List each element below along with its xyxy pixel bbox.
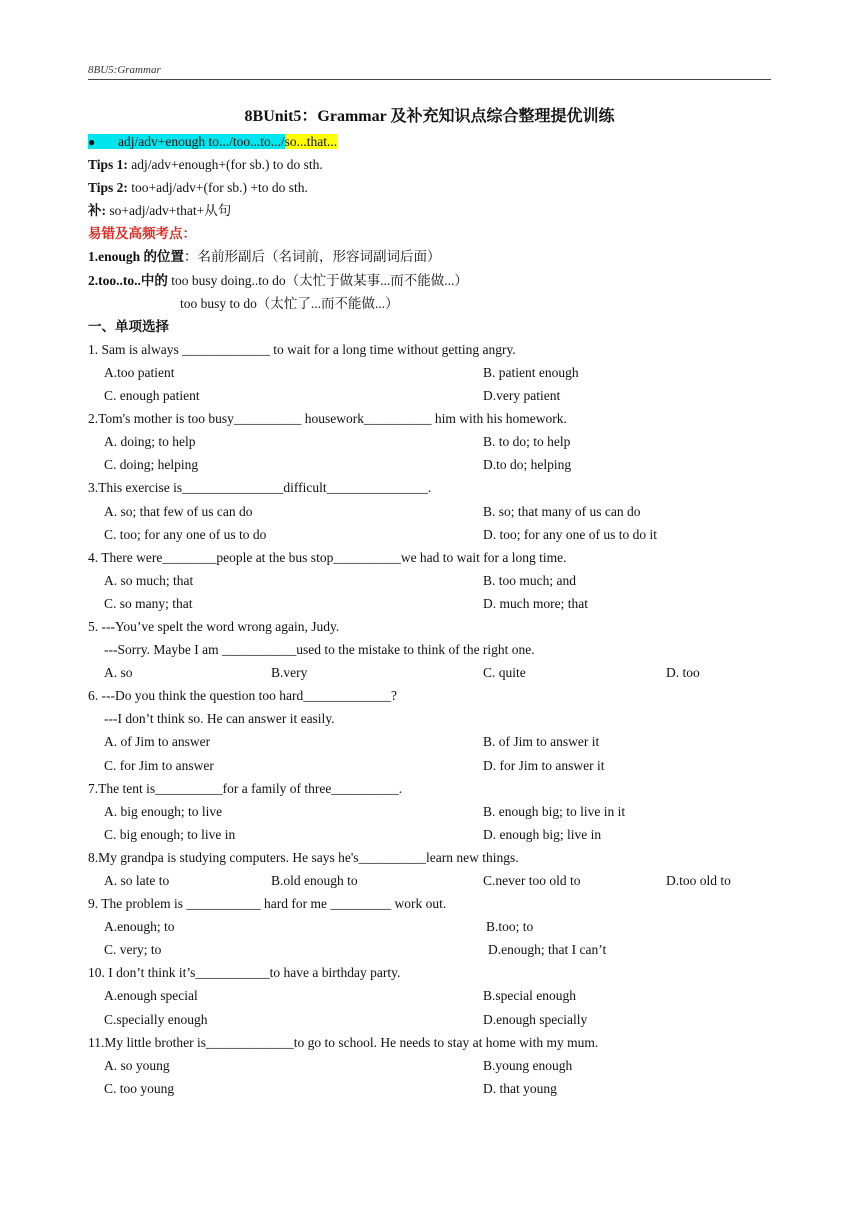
- option-c: C. very; to: [104, 942, 162, 958]
- options-row: [88, 984, 778, 1007]
- option-a: A. so late to: [104, 873, 170, 888]
- options-row: [88, 754, 778, 777]
- tips-1-label: Tips 1:: [88, 157, 128, 173]
- question-stem: 4. There were________people at the bus stop__________we had to wait for a long time.: [88, 549, 567, 565]
- options-row: [88, 1008, 778, 1031]
- option-a: A. of Jim to answer: [104, 734, 211, 750]
- option-a: A. doing; to help: [104, 434, 196, 450]
- option-a: A. so; that few of us can do: [104, 503, 253, 519]
- question-stem: 5. ---You’ve spelt the word wrong again, Judy.: [88, 618, 340, 634]
- tips-2-text: too+adj/adv+(for sb.) +to do sth.: [127, 180, 308, 196]
- options-row: [88, 915, 778, 938]
- question-stem: 1. Sam is always _____________ to wait for a long time without getting angry.: [88, 341, 516, 357]
- supplement-text: so+adj/adv+that+从句: [106, 203, 232, 219]
- options-row: [88, 569, 778, 592]
- option-d: D. too: [666, 665, 700, 681]
- options-row: [88, 1077, 778, 1100]
- option-c: C. big enough; to live in: [104, 826, 236, 842]
- question-stem: 8.My grandpa is studying computers. He says he's__________learn new things.: [88, 849, 519, 865]
- question-stem: 2.Tom's mother is too busy__________ housework__________ him with his homework.: [88, 411, 567, 427]
- options-row: [88, 938, 778, 961]
- question-stem: 9. The problem is ___________ hard for me _________ work out.: [88, 896, 447, 912]
- section-heading: 一、单项选择: [88, 318, 169, 334]
- question-stem: 3.This exercise is_______________difficult_______________.: [88, 480, 432, 496]
- question-stem: 7.The tent is__________for a family of three__________.: [88, 780, 403, 796]
- option-a: A. so much; that: [104, 572, 194, 588]
- tips-2-label: Tips 2:: [88, 180, 128, 196]
- point-2-label: 2.too..to..中的: [88, 272, 168, 288]
- tips-1: [88, 153, 778, 176]
- option-a: A.enough; to: [104, 919, 175, 935]
- options-row: [88, 453, 778, 476]
- option-c: C. so many; that: [104, 595, 193, 611]
- point-2: [88, 269, 778, 292]
- option-b: B.old enough to: [271, 873, 358, 888]
- supplement-label: 补:: [88, 203, 106, 219]
- point-2b: too busy to do（太忙了...而不能做...）: [180, 295, 399, 311]
- option-a: A.too patient: [104, 364, 175, 380]
- options-row: [88, 869, 778, 892]
- options-row: [88, 823, 778, 846]
- hot-points-heading: 易错及高频考点：: [88, 226, 196, 242]
- option-b: B.special enough: [483, 988, 576, 1004]
- options-row: [88, 430, 778, 453]
- option-b: B. of Jim to answer it: [483, 734, 600, 750]
- page-title: 8BUnit5：Grammar 及补充知识点综合整理提优训练: [244, 108, 615, 125]
- options-row: [88, 661, 778, 684]
- page-header: 8BU5:Grammar: [88, 64, 771, 80]
- document-body: [88, 130, 778, 1100]
- option-b: B.very: [271, 665, 308, 681]
- point-1-label: 1.enough 的位置: [88, 249, 185, 265]
- question-stem: 10. I don’t think it’s___________to have a birthday party.: [88, 965, 401, 981]
- option-b: B. too much; and: [483, 572, 576, 588]
- option-a: A.enough special: [104, 988, 198, 1004]
- question-stem: 6. ---Do you think the question too hard_____________?: [88, 688, 397, 704]
- options-row: [88, 361, 778, 384]
- options-row: [88, 1054, 778, 1077]
- question-stem-2: ---Sorry. Maybe I am ___________used to the mistake to think of the right one.: [104, 642, 535, 658]
- option-c: C. for Jim to answer: [104, 757, 214, 773]
- question-stem-2: ---I don’t think so. He can answer it easily.: [104, 711, 335, 727]
- option-b: B. so; that many of us can do: [483, 503, 641, 519]
- options-row: [88, 592, 778, 615]
- bullet-highlight: [88, 134, 285, 149]
- option-d: D. that young: [483, 1080, 557, 1096]
- option-a: A. big enough; to live: [104, 803, 223, 819]
- option-b: B.too; to: [486, 919, 534, 935]
- option-d: D. much more; that: [483, 595, 588, 611]
- option-d: D. enough big; live in: [483, 826, 602, 842]
- option-b: B. patient enough: [483, 364, 579, 380]
- option-d: D.very patient: [483, 388, 561, 404]
- option-c: C.never too old to: [483, 873, 581, 888]
- tips-1-text: adj/adv+enough+(for sb.) to do sth.: [127, 157, 323, 173]
- option-c: C. too; for any one of us to do: [104, 526, 267, 542]
- option-b: B. to do; to help: [483, 434, 571, 450]
- tips-2: [88, 176, 778, 199]
- options-row: [88, 384, 778, 407]
- option-c: C.specially enough: [104, 1011, 208, 1027]
- point-2-text: too busy doing..to do（太忙于做某事...而不能做...）: [167, 272, 468, 288]
- option-d: D. too; for any one of us to do it: [483, 526, 657, 542]
- bullet-text-2: so...that...: [284, 134, 338, 149]
- option-d: D.too old to: [666, 873, 731, 888]
- bullet-text-1: adj/adv+enough to.../too...to.../: [118, 134, 285, 149]
- bullet-dot-icon: ●: [88, 135, 96, 149]
- option-d: D.to do; helping: [483, 457, 572, 473]
- bullet-line: [88, 130, 778, 153]
- option-a: A. so: [104, 665, 133, 681]
- option-c: C. quite: [483, 665, 526, 681]
- question-stem: 11.My little brother is_____________to go to school. He needs to stay at home with my mum.: [88, 1034, 599, 1050]
- point-1: [88, 245, 778, 268]
- option-c: C. enough patient: [104, 388, 200, 404]
- option-d: D.enough; that I can’t: [488, 942, 607, 958]
- supplement: [88, 199, 778, 222]
- option-b: B.young enough: [483, 1057, 573, 1073]
- option-d: D. for Jim to answer it: [483, 757, 605, 773]
- option-d: D.enough specially: [483, 1011, 588, 1027]
- option-c: C. too young: [104, 1080, 175, 1096]
- options-row: [88, 500, 778, 523]
- options-row: [88, 730, 778, 753]
- options-row: [88, 523, 778, 546]
- point-1-text: ：名前形副后（名词前，形容词副词后面）: [184, 249, 441, 265]
- options-row: [88, 800, 778, 823]
- option-b: B. enough big; to live in it: [483, 803, 626, 819]
- option-a: A. so young: [104, 1057, 170, 1073]
- option-c: C. doing; helping: [104, 457, 199, 473]
